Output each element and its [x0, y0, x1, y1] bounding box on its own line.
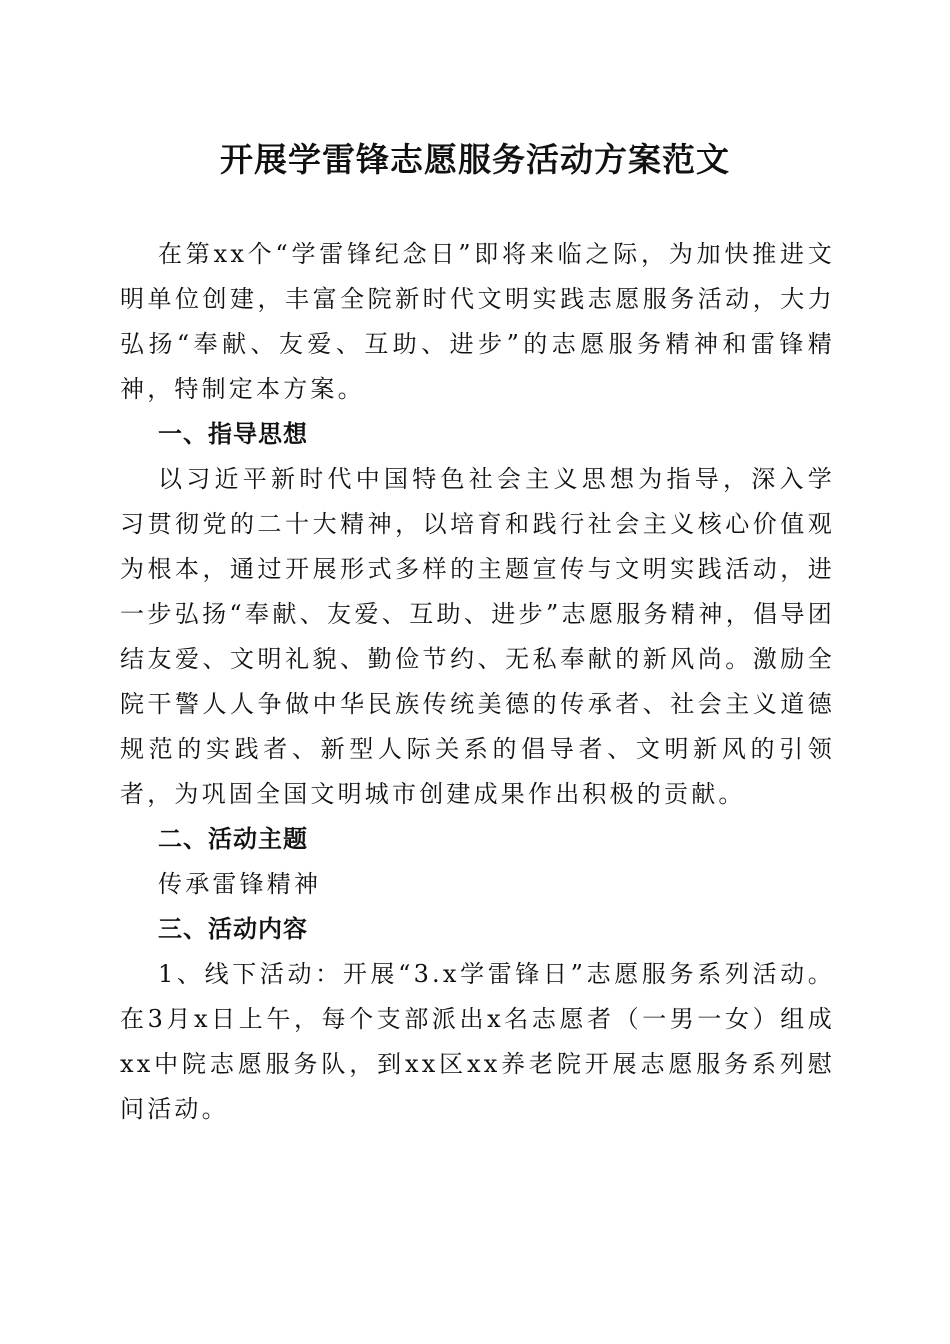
- section-heading-activity-theme: 二、活动主题: [158, 825, 308, 853]
- section-heading-guiding-ideology: 一、指导思想: [158, 420, 308, 448]
- intro-paragraph: 在第xx个“学雷锋纪念日”即将来临之际，为加快推进文明单位创建，丰富全院新时代文明实践志愿服务活动，大力弘扬“奉献、友爱、互助、进步”的志愿服务精神和雷锋精神，特制定本方案。: [120, 240, 835, 403]
- document-title: 开展学雷锋志愿服务活动方案范文: [220, 140, 730, 179]
- section-heading-activity-content: 三、活动内容: [158, 915, 308, 943]
- section-body-guiding-ideology: 以习近平新时代中国特色社会主义思想为指导，深入学习贯彻党的二十大精神，以培育和践行社会主义核心价值观为根本，通过开展形式多样的主题宣传与文明实践活动，进一步弘扬“奉献、友爱、互助、进步”志愿服务精神，倡导团结友爱、文明礼貌、勤俭节约、无私奉献的新风尚。激励全院干警人人争做中华民族传统美德的传承者、社会主义道德规范的实践者、新型人际关系的倡导者、文明新风的引领者，为巩固全国文明城市创建成果作出积极的贡献。: [120, 465, 835, 808]
- document-body: [120, 232, 835, 1132]
- section-body-activity-content: 1、线下活动：开展“3.x学雷锋日”志愿服务系列活动。在3月x日上午，每个支部派出x名志愿者（一男一女）组成xx中院志愿服务队，到xx区xx养老院开展志愿服务系列慰问活动。: [120, 960, 835, 1123]
- section-body-activity-theme: 传承雷锋精神: [158, 870, 322, 898]
